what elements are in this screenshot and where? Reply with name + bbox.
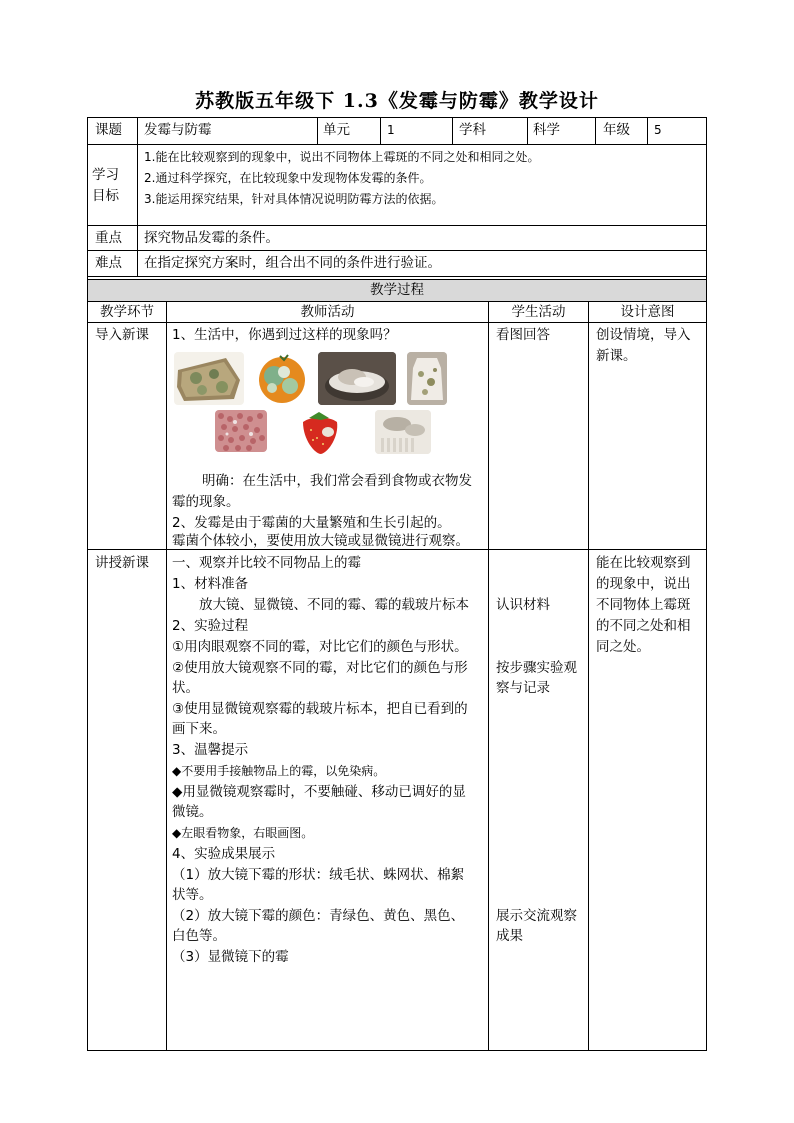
- intro-intent-1: 创设情境，导入: [596, 327, 691, 343]
- lesson-intent-line: 能在比较观察到: [596, 555, 691, 571]
- lesson-intent-line: 的现象中，说出: [596, 576, 691, 592]
- objectives-label-2: 目标: [92, 188, 119, 204]
- intro-stage: 导入新课: [95, 327, 149, 343]
- lesson-stage: 讲授新课: [95, 555, 149, 571]
- column-header-intent: 设计意图: [620, 304, 675, 320]
- page-title: 苏教版五年级下 1.3《发霉与防霉》教学设计: [195, 90, 599, 112]
- topic-value: 发霉与防霉: [144, 122, 212, 138]
- column-header-stage: 教学环节: [100, 304, 154, 320]
- intro-cause: 2、发霉是由于霉菌的大量繁殖和生长引起的。: [172, 515, 451, 531]
- subject-label: 学科: [459, 122, 486, 138]
- intro-question: 1、生活中，你遇到过这样的现象吗？: [172, 327, 397, 343]
- column-header-teacher: 教师活动: [300, 304, 355, 320]
- moldy-grains-image: [215, 410, 267, 452]
- lesson-line: 状。: [172, 680, 199, 696]
- lesson-line: 4、实验成果展示: [172, 846, 276, 862]
- topic-label: 课题: [95, 122, 122, 138]
- unit-label: 单元: [323, 122, 350, 138]
- objectives-label-1: 学习: [92, 167, 119, 183]
- lesson-student-3b: 成果: [496, 928, 523, 944]
- lesson-student-3a: 展示交流观察: [496, 908, 577, 924]
- moldy-food-bowl-image: [318, 352, 396, 405]
- lesson-intent-line: 的不同之处和相: [596, 618, 691, 634]
- lesson-line: 微镜。: [172, 804, 213, 820]
- lesson-line: 画下来。: [172, 721, 226, 737]
- lesson-line: ②使用放大镜观察不同的霉，对比它们的颜色与形: [172, 660, 468, 676]
- moldy-strawberry-image: [295, 410, 343, 456]
- lesson-line: 2、实验过程: [172, 618, 249, 634]
- lesson-student-2a: 按步骤实验观: [496, 660, 577, 676]
- moldy-orange-image: [254, 352, 311, 405]
- lesson-line: 1、材料准备: [172, 576, 249, 592]
- grade-label: 年级: [603, 122, 630, 138]
- lesson-line: 放大镜、显微镜、不同的霉、霉的载玻片标本: [172, 597, 469, 613]
- objective-item: 3.能运用探究结果，针对具体情况说明防霉方法的依据。: [144, 192, 444, 206]
- intro-student-activity: 看图回答: [496, 327, 550, 343]
- lesson-line: ◆不要用手接触物品上的霉，以免染病。: [172, 764, 386, 778]
- lesson-line: （2）放大镜下霉的颜色：青绿色、黄色、黑色、: [172, 908, 465, 924]
- lesson-line: 状等。: [172, 887, 213, 903]
- lesson-line: （3）显微镜下的霉: [172, 949, 289, 965]
- intro-explanation-2: 霉的现象。: [172, 494, 240, 510]
- intro-intent-2: 新课。: [596, 348, 637, 364]
- grade-value: 5: [654, 123, 662, 137]
- lesson-intent-line: 不同物体上霉斑: [596, 597, 691, 613]
- difficulty-label: 难点: [95, 255, 122, 271]
- lesson-line: ◆用显微镜观察霉时，不要触碰、移动已调好的显: [172, 784, 466, 800]
- lesson-student-2b: 察与记录: [496, 680, 550, 696]
- objective-item: 2.通过科学探究，在比较现象中发现物体发霉的条件。: [144, 171, 432, 185]
- lesson-line: （1）放大镜下霉的形状：绒毛状、蛛网状、棉絮: [172, 867, 465, 883]
- lesson-line: ①用肉眼观察不同的霉，对比它们的颜色与形状。: [172, 639, 468, 655]
- key-point-value: 探究物品发霉的条件。: [144, 230, 279, 246]
- unit-value: 1: [387, 123, 395, 137]
- process-header: 教学过程: [370, 282, 424, 298]
- moldy-bread-image: [174, 352, 244, 405]
- difficulty-value: 在指定探究方案时，组合出不同的条件进行验证。: [144, 255, 441, 271]
- moldy-clothing-image: [407, 352, 447, 405]
- intro-tool: 霉菌个体较小，要使用放大镜或显微镜进行观察。: [172, 533, 469, 549]
- subject-value: 科学: [533, 122, 560, 138]
- intro-explanation-1: 明确：在生活中，我们常会看到食物或衣物发: [202, 473, 472, 489]
- lesson-line: 3、温馨提示: [172, 742, 249, 758]
- lesson-line: ③使用显微镜观察霉的载玻片标本，把自已看到的: [172, 701, 468, 717]
- column-header-student: 学生活动: [511, 304, 566, 320]
- objective-item: 1.能在比较观察到的现象中，说出不同物体上霉斑的不同之处和相同之处。: [144, 150, 540, 164]
- moldy-wall-image: [375, 410, 431, 454]
- key-point-label: 重点: [95, 230, 122, 246]
- lesson-student-1: 认识材料: [496, 597, 550, 613]
- lesson-line: 一、观察并比较不同物品上的霉: [172, 555, 361, 571]
- lesson-intent-line: 同之处。: [596, 639, 650, 655]
- lesson-line: ◆左眼看物象，右眼画图。: [172, 826, 314, 840]
- lesson-line: 白色等。: [172, 928, 226, 944]
